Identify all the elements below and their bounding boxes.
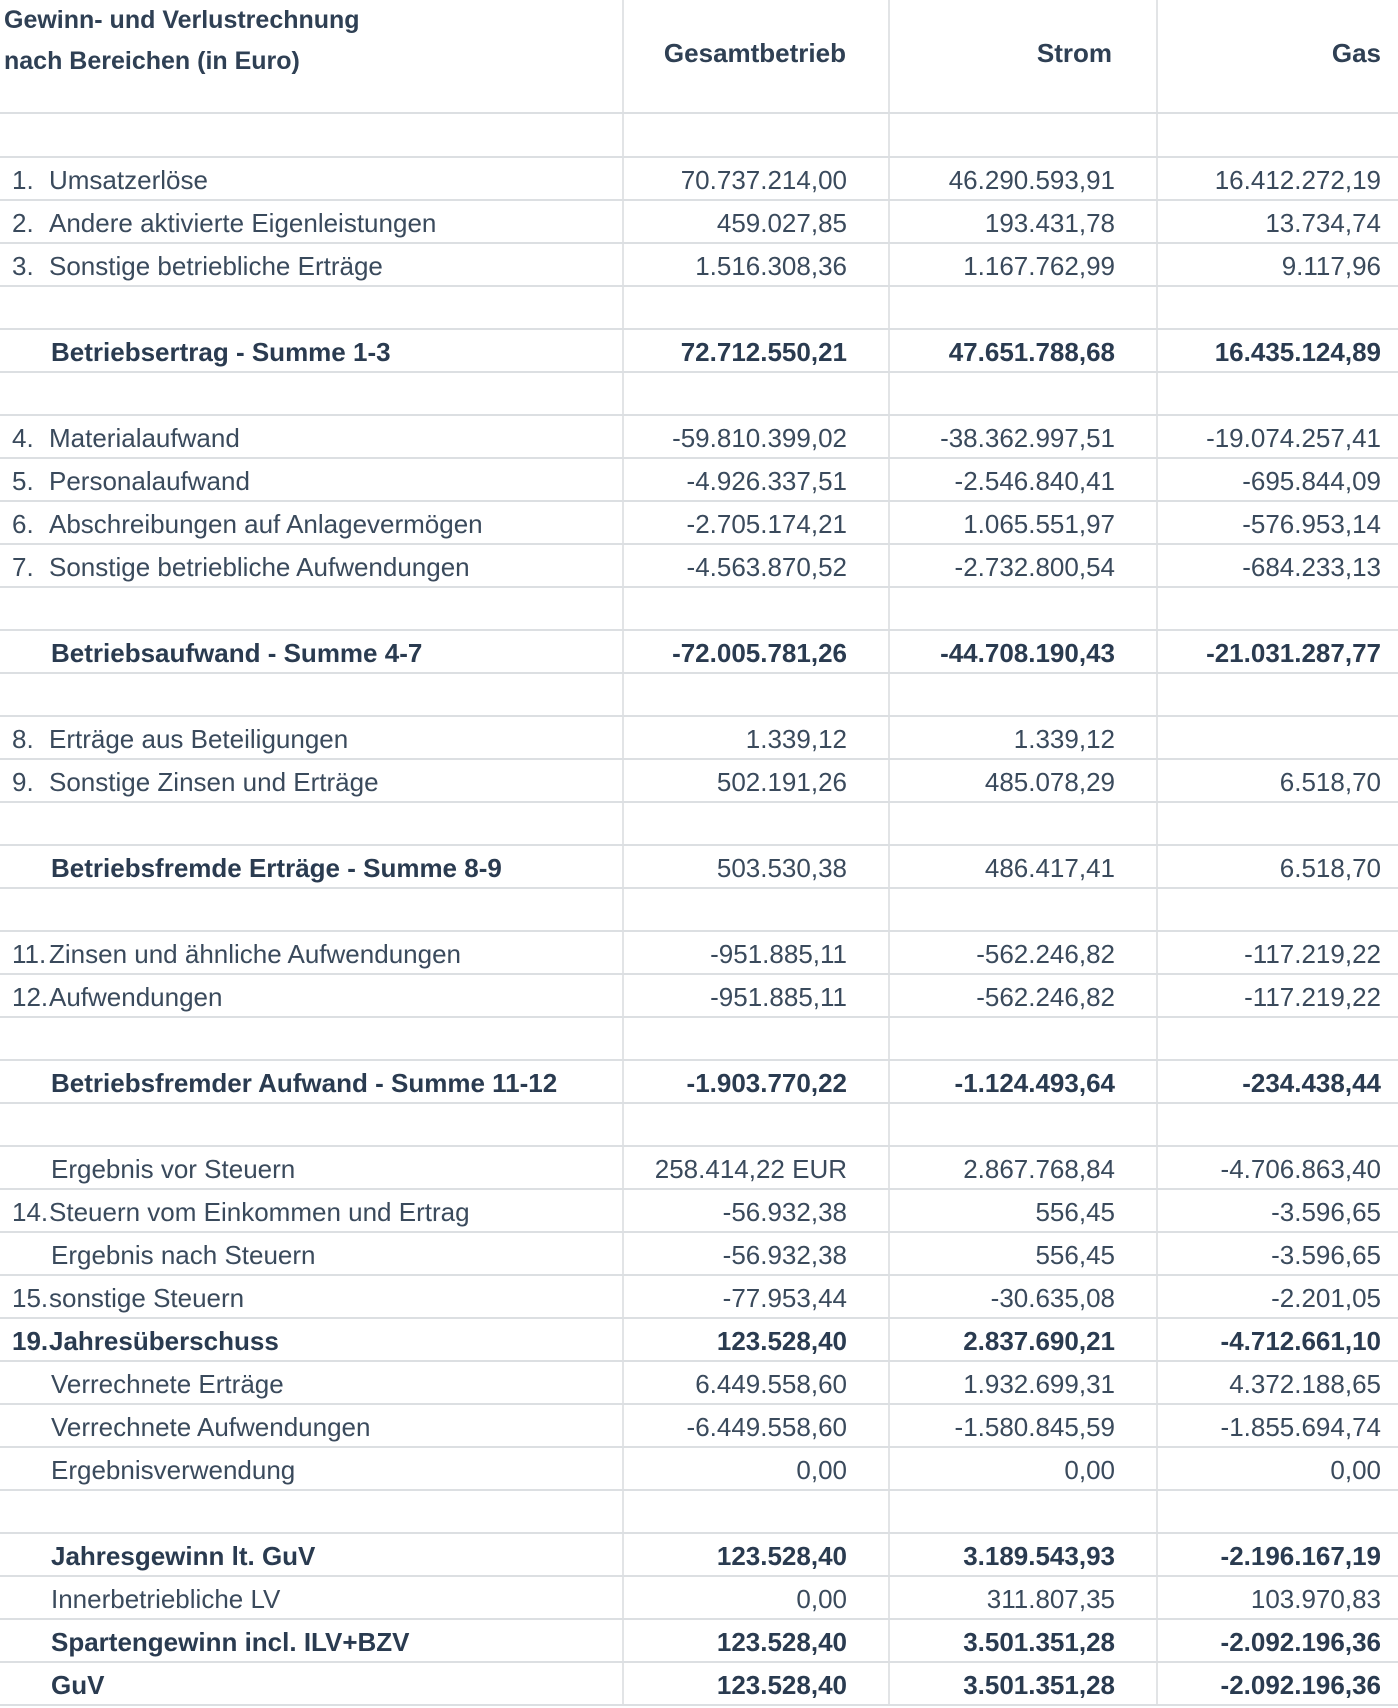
table-row — [0, 243, 1398, 286]
row-label: Sonstige betriebliche Erträge — [49, 251, 383, 281]
spacer-row — [0, 1490, 1398, 1533]
row-index: 7. — [12, 552, 34, 582]
row-index: 3. — [12, 251, 34, 281]
table-row — [0, 157, 1398, 200]
value-gas: -2.201,05 — [1271, 1283, 1381, 1313]
row-label: Ergebnisverwendung — [51, 1455, 296, 1485]
value-gesamtbetrieb: 0,00 — [796, 1455, 847, 1485]
row-label: Zinsen und ähnliche Aufwendungen — [49, 939, 461, 969]
value-strom: 485.078,29 — [984, 767, 1115, 797]
value-gas: -2.092.196,36 — [1220, 1627, 1381, 1657]
value-gas: 6.518,70 — [1279, 853, 1381, 883]
table-title — [4, 0, 360, 82]
value-strom: -562.246,82 — [976, 939, 1115, 969]
value-strom: 1.339,12 — [1013, 724, 1115, 754]
table-title-line-1: Gewinn- und Verlustrechnung — [4, 6, 360, 34]
subtotal-row — [0, 329, 1398, 372]
row-label: Sonstige Zinsen und Erträge — [49, 767, 379, 797]
value-gesamtbetrieb: -72.005.781,26 — [672, 638, 847, 668]
row-index: 4. — [12, 423, 34, 453]
value-strom: -1.580.845,59 — [954, 1412, 1115, 1442]
value-strom: 0,00 — [1064, 1455, 1115, 1485]
value-gas: -2.092.196,36 — [1220, 1670, 1381, 1700]
table-row — [0, 458, 1398, 501]
row-label: Spartengewinn incl. ILV+BZV — [51, 1627, 410, 1657]
value-strom: -2.732.800,54 — [954, 552, 1115, 582]
value-gas: 4.372.188,65 — [1229, 1369, 1381, 1399]
value-gas: -1.855.694,74 — [1220, 1412, 1381, 1442]
value-gesamtbetrieb: -4.926.337,51 — [686, 466, 847, 496]
spacer-row — [0, 587, 1398, 630]
value-gesamtbetrieb: 72.712.550,21 — [680, 337, 847, 367]
value-gas: 0,00 — [1330, 1455, 1381, 1485]
value-gas: 103.970,83 — [1250, 1584, 1381, 1614]
value-strom: 3.501.351,28 — [963, 1627, 1115, 1657]
value-gas: -695.844,09 — [1242, 466, 1381, 496]
value-strom: 3.189.543,93 — [963, 1541, 1115, 1571]
value-gesamtbetrieb: -951.885,11 — [710, 982, 847, 1012]
spacer-row — [0, 1103, 1398, 1146]
table-row — [0, 415, 1398, 458]
value-gesamtbetrieb: 503.530,38 — [716, 853, 847, 883]
value-gas: -117.219,22 — [1244, 939, 1381, 969]
value-gesamtbetrieb: 6.449.558,60 — [695, 1369, 847, 1399]
value-strom: 193.431,78 — [984, 208, 1115, 238]
value-gesamtbetrieb: -1.903.770,22 — [686, 1068, 847, 1098]
value-gesamtbetrieb: 123.528,40 — [716, 1627, 847, 1657]
value-gas: 16.412.272,19 — [1214, 165, 1381, 195]
value-strom: -38.362.997,51 — [940, 423, 1115, 453]
value-gas: -234.438,44 — [1242, 1068, 1381, 1098]
row-label: Betriebsertrag - Summe 1-3 — [51, 337, 391, 367]
value-gesamtbetrieb: -6.449.558,60 — [686, 1412, 847, 1442]
value-gesamtbetrieb: -56.932,38 — [722, 1240, 847, 1270]
row-label: Aufwendungen — [49, 982, 223, 1012]
table-row — [0, 1576, 1398, 1619]
value-gesamtbetrieb: 123.528,40 — [716, 1670, 847, 1700]
value-strom: -562.246,82 — [976, 982, 1115, 1012]
table-row — [0, 1146, 1398, 1189]
value-gesamtbetrieb: 0,00 — [796, 1584, 847, 1614]
value-strom: -44.708.190,43 — [940, 638, 1115, 668]
value-gas: -4.712.661,10 — [1220, 1326, 1381, 1356]
row-label: Verrechnete Erträge — [51, 1369, 284, 1399]
subtotal-row — [0, 1619, 1398, 1662]
value-gesamtbetrieb: -2.705.174,21 — [686, 509, 847, 539]
row-index: 5. — [12, 466, 34, 496]
row-index: 12. — [12, 982, 49, 1012]
value-gesamtbetrieb: 459.027,85 — [716, 208, 847, 238]
row-label: Betriebsfremder Aufwand - Summe 11-12 — [51, 1068, 558, 1098]
value-strom: -2.546.840,41 — [954, 466, 1115, 496]
value-gesamtbetrieb: 1.516.308,36 — [695, 251, 847, 281]
value-gesamtbetrieb: 70.737.214,00 — [680, 165, 847, 195]
value-gesamtbetrieb: 123.528,40 — [716, 1541, 847, 1571]
table-row — [0, 1404, 1398, 1447]
subtotal-row — [0, 1533, 1398, 1576]
row-label: Verrechnete Aufwendungen — [51, 1412, 371, 1442]
value-gesamtbetrieb: -77.953,44 — [722, 1283, 847, 1313]
value-strom: 47.651.788,68 — [948, 337, 1115, 367]
row-label: Betriebsaufwand - Summe 4-7 — [51, 638, 423, 668]
value-strom: 1.065.551,97 — [963, 509, 1115, 539]
value-gesamtbetrieb: 502.191,26 — [716, 767, 847, 797]
table-row — [0, 1361, 1398, 1404]
row-label: Materialaufwand — [49, 423, 240, 453]
row-label: sonstige Steuern — [49, 1283, 245, 1313]
value-gas: -576.953,14 — [1242, 509, 1381, 539]
value-gas: -684.233,13 — [1242, 552, 1381, 582]
table-row — [0, 931, 1398, 974]
spacer-row — [0, 114, 1398, 157]
value-gesamtbetrieb: 1.339,12 — [745, 724, 847, 754]
spacer-row — [0, 802, 1398, 845]
row-label: Steuern vom Einkommen und Ertrag — [49, 1197, 470, 1227]
table-row — [0, 716, 1398, 759]
row-index: 14. — [12, 1197, 49, 1227]
row-label: Andere aktivierte Eigenleistungen — [49, 208, 437, 238]
spacer-row — [0, 673, 1398, 716]
row-label: Jahresgewinn lt. GuV — [51, 1541, 316, 1571]
value-gas: 6.518,70 — [1279, 767, 1381, 797]
row-label: Sonstige betriebliche Aufwendungen — [49, 552, 470, 582]
subtotal-row — [0, 1318, 1398, 1361]
value-strom: 2.867.768,84 — [963, 1154, 1115, 1184]
row-label: GuV — [51, 1670, 105, 1700]
row-index: 8. — [12, 724, 34, 754]
table-row — [0, 974, 1398, 1017]
subtotal-row — [0, 845, 1398, 888]
value-strom: 1.167.762,99 — [963, 251, 1115, 281]
row-index: 6. — [12, 509, 34, 539]
spacer-row — [0, 1017, 1398, 1060]
value-gas: -21.031.287,77 — [1206, 638, 1381, 668]
row-label: Umsatzerlöse — [49, 165, 208, 195]
value-strom: 1.932.699,31 — [963, 1369, 1115, 1399]
row-index: 2. — [12, 208, 34, 238]
spacer-row — [0, 286, 1398, 329]
value-gas — [1156, 716, 1381, 759]
value-gas: -2.196.167,19 — [1220, 1541, 1381, 1571]
table-row — [0, 759, 1398, 802]
table-title-line-2: nach Bereichen (in Euro) — [4, 47, 300, 75]
subtotal-row — [0, 630, 1398, 673]
row-label: Ergebnis nach Steuern — [51, 1240, 316, 1270]
value-gas: 9.117,96 — [1281, 251, 1381, 281]
row-label: Innerbetriebliche LV — [51, 1584, 281, 1614]
row-label: Erträge aus Beteiligungen — [49, 724, 349, 754]
value-gesamtbetrieb: -4.563.870,52 — [686, 552, 847, 582]
spacer-row — [0, 888, 1398, 931]
value-gesamtbetrieb: -951.885,11 — [710, 939, 847, 969]
column-header-strom: Strom — [1036, 38, 1112, 68]
value-gas: -117.219,22 — [1244, 982, 1381, 1012]
subtotal-row — [0, 1662, 1398, 1705]
row-index: 9. — [12, 767, 34, 797]
row-index: 11. — [12, 939, 47, 969]
table-row — [0, 1232, 1398, 1275]
value-strom: -1.124.493,64 — [954, 1068, 1115, 1098]
row-label: Betriebsfremde Erträge - Summe 8-9 — [51, 853, 502, 883]
subtotal-row — [0, 1060, 1398, 1103]
table-row — [0, 200, 1398, 243]
value-strom: 3.501.351,28 — [963, 1670, 1115, 1700]
value-gesamtbetrieb: 123.528,40 — [716, 1326, 847, 1356]
value-gas: -3.596,65 — [1271, 1197, 1381, 1227]
value-gesamtbetrieb: 258.414,22 EUR — [654, 1154, 847, 1184]
row-label: Ergebnis vor Steuern — [51, 1154, 296, 1184]
row-label: Personalaufwand — [49, 466, 250, 496]
value-gas: 16.435.124,89 — [1214, 337, 1381, 367]
value-strom: 556,45 — [1035, 1197, 1115, 1227]
value-gas: -4.706.863,40 — [1220, 1154, 1381, 1184]
row-index: 19. — [12, 1326, 49, 1356]
table-row — [0, 501, 1398, 544]
row-index: 1. — [12, 165, 34, 195]
row-label: Abschreibungen auf Anlagevermögen — [49, 509, 483, 539]
column-header-gesamtbetrieb: Gesamtbetrieb — [663, 38, 846, 68]
spacer-row — [0, 372, 1398, 415]
table-row — [0, 544, 1398, 587]
value-strom: 311.807,35 — [986, 1584, 1115, 1614]
row-label: Jahresüberschuss — [49, 1326, 279, 1356]
value-strom: 486.417,41 — [984, 853, 1115, 883]
table-row — [0, 1447, 1398, 1490]
value-strom: -30.635,08 — [990, 1283, 1115, 1313]
table-row — [0, 1189, 1398, 1232]
value-gas: 13.734,74 — [1265, 208, 1381, 238]
table-row — [0, 1275, 1398, 1318]
column-header-gas: Gas — [1331, 38, 1381, 68]
value-gas: -3.596,65 — [1271, 1240, 1381, 1270]
row-index: 15. — [12, 1283, 49, 1313]
value-gesamtbetrieb: -59.810.399,02 — [672, 423, 847, 453]
value-strom: 46.290.593,91 — [948, 165, 1115, 195]
value-strom: 556,45 — [1035, 1240, 1115, 1270]
value-gesamtbetrieb: -56.932,38 — [722, 1197, 847, 1227]
value-strom: 2.837.690,21 — [963, 1326, 1115, 1356]
value-gas: -19.074.257,41 — [1206, 423, 1381, 453]
